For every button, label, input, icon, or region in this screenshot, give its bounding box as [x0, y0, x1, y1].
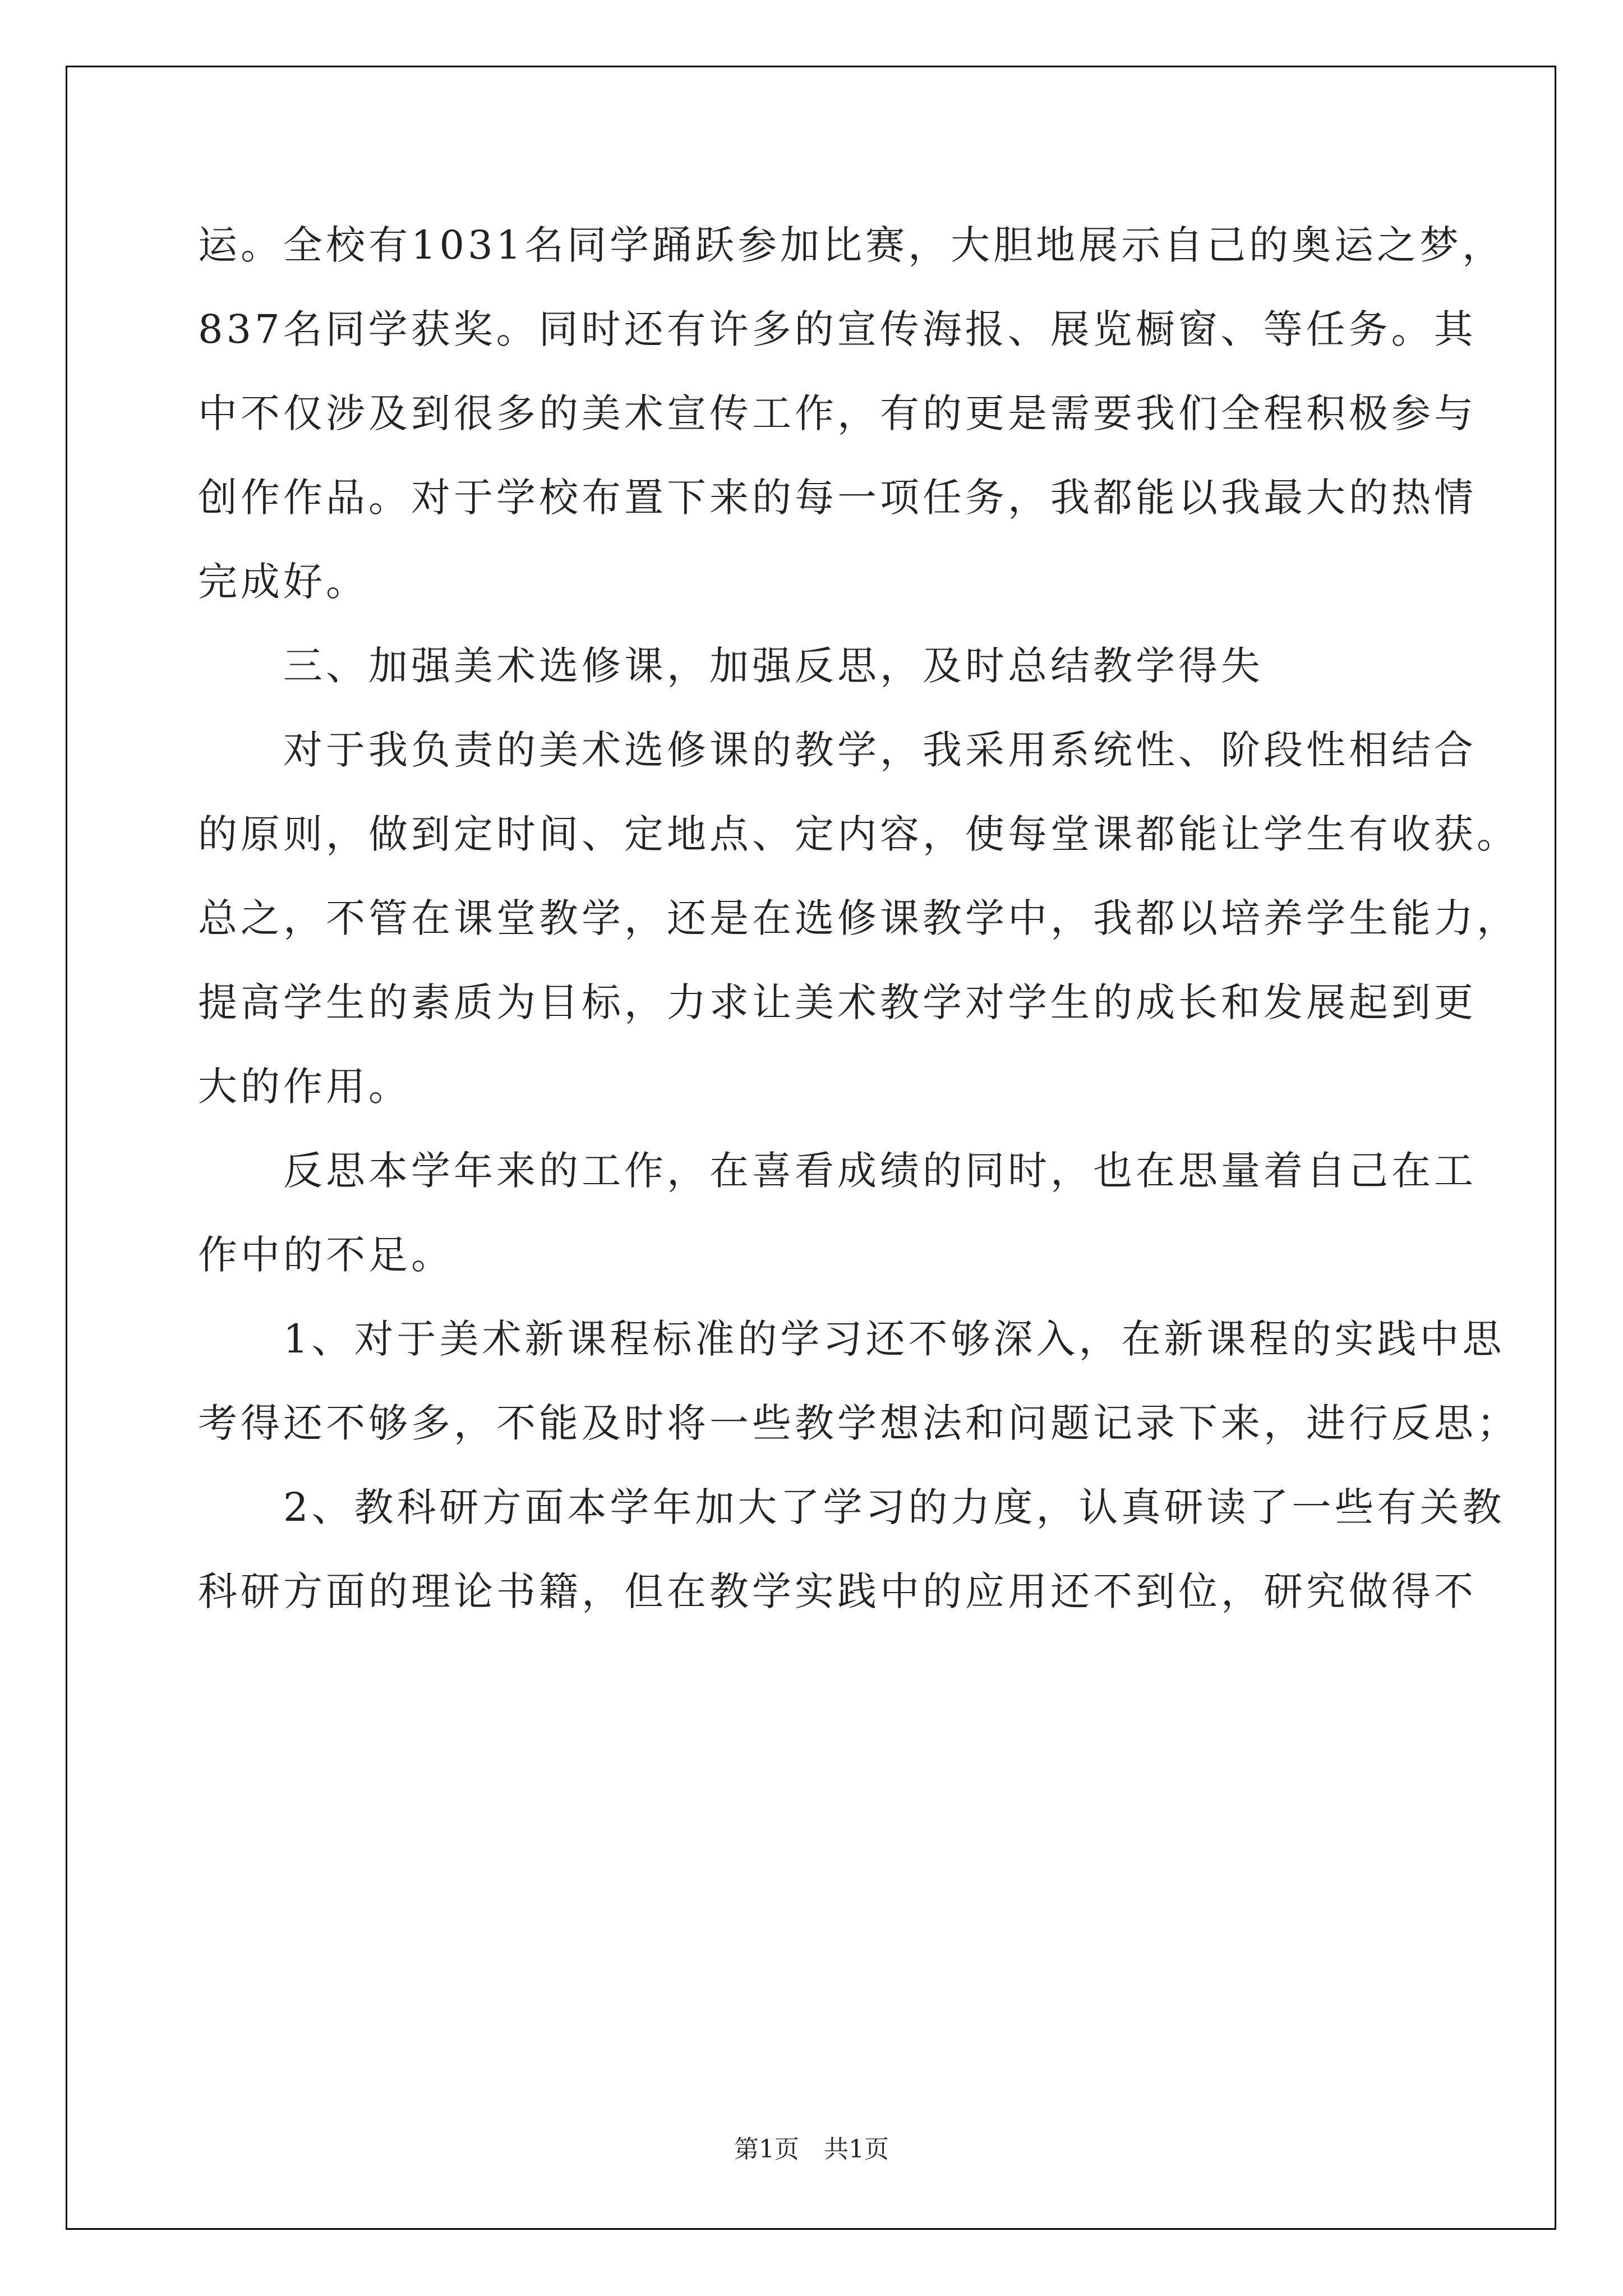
text-line-10: 提高学生的素质为目标，力求让美术教学对学生的成长和发展起到更 [198, 979, 1477, 1025]
text-line-7: 对于我负责的美术选修课的教学，我采用系统性、阶段性相结合 [198, 727, 1477, 773]
document-body [198, 203, 1519, 1634]
text-line-12: 反思本学年来的工作，在喜看成绩的同时，也在思量着自己在工 [198, 1148, 1477, 1194]
text-line-11: 大的作用。 [198, 1064, 411, 1110]
text-line-5: 完成好。 [198, 559, 368, 605]
text-line-13: 作中的不足。 [198, 1232, 454, 1278]
text-line-3: 中不仅涉及到很多的美术宣传工作，有的更是需要我们全程积极参与 [198, 390, 1477, 436]
section-heading: 三、加强美术选修课，加强反思，及时总结教学得失 [198, 643, 1264, 689]
text-line-1: 运。全校有1031名同学踊跃参加比赛，大胆地展示自己的奥运之梦， [198, 222, 1505, 268]
text-line-9: 总之，不管在课堂教学，还是在选修课教学中，我都以培养学生能力， [198, 895, 1519, 941]
text-line-15: 考得还不够多，不能及时将一些教学想法和问题记录下来，进行反思； [198, 1400, 1519, 1446]
text-line-8: 的原则，做到定时间、定地点、定内容，使每堂课都能让学生有收获。 [198, 811, 1519, 857]
text-line-14: 1、对于美术新课程标准的学习还不够深入，在新课程的实践中思 [198, 1316, 1505, 1362]
text-line-16: 2、教科研方面本学年加大了学习的力度，认真研读了一些有关教 [198, 1484, 1505, 1530]
text-line-4: 创作作品。对于学校布置下来的每一项任务，我都能以我最大的热情 [198, 475, 1477, 521]
text-line-17: 科研方面的理论书籍，但在教学实践中的应用还不到位，研究做得不 [198, 1568, 1477, 1614]
page-number-footer: 第1页 共1页 [734, 2135, 889, 2164]
text-line-2: 837名同学获奖。同时还有许多的宣传海报、展览橱窗、等任务。其 [198, 306, 1477, 352]
